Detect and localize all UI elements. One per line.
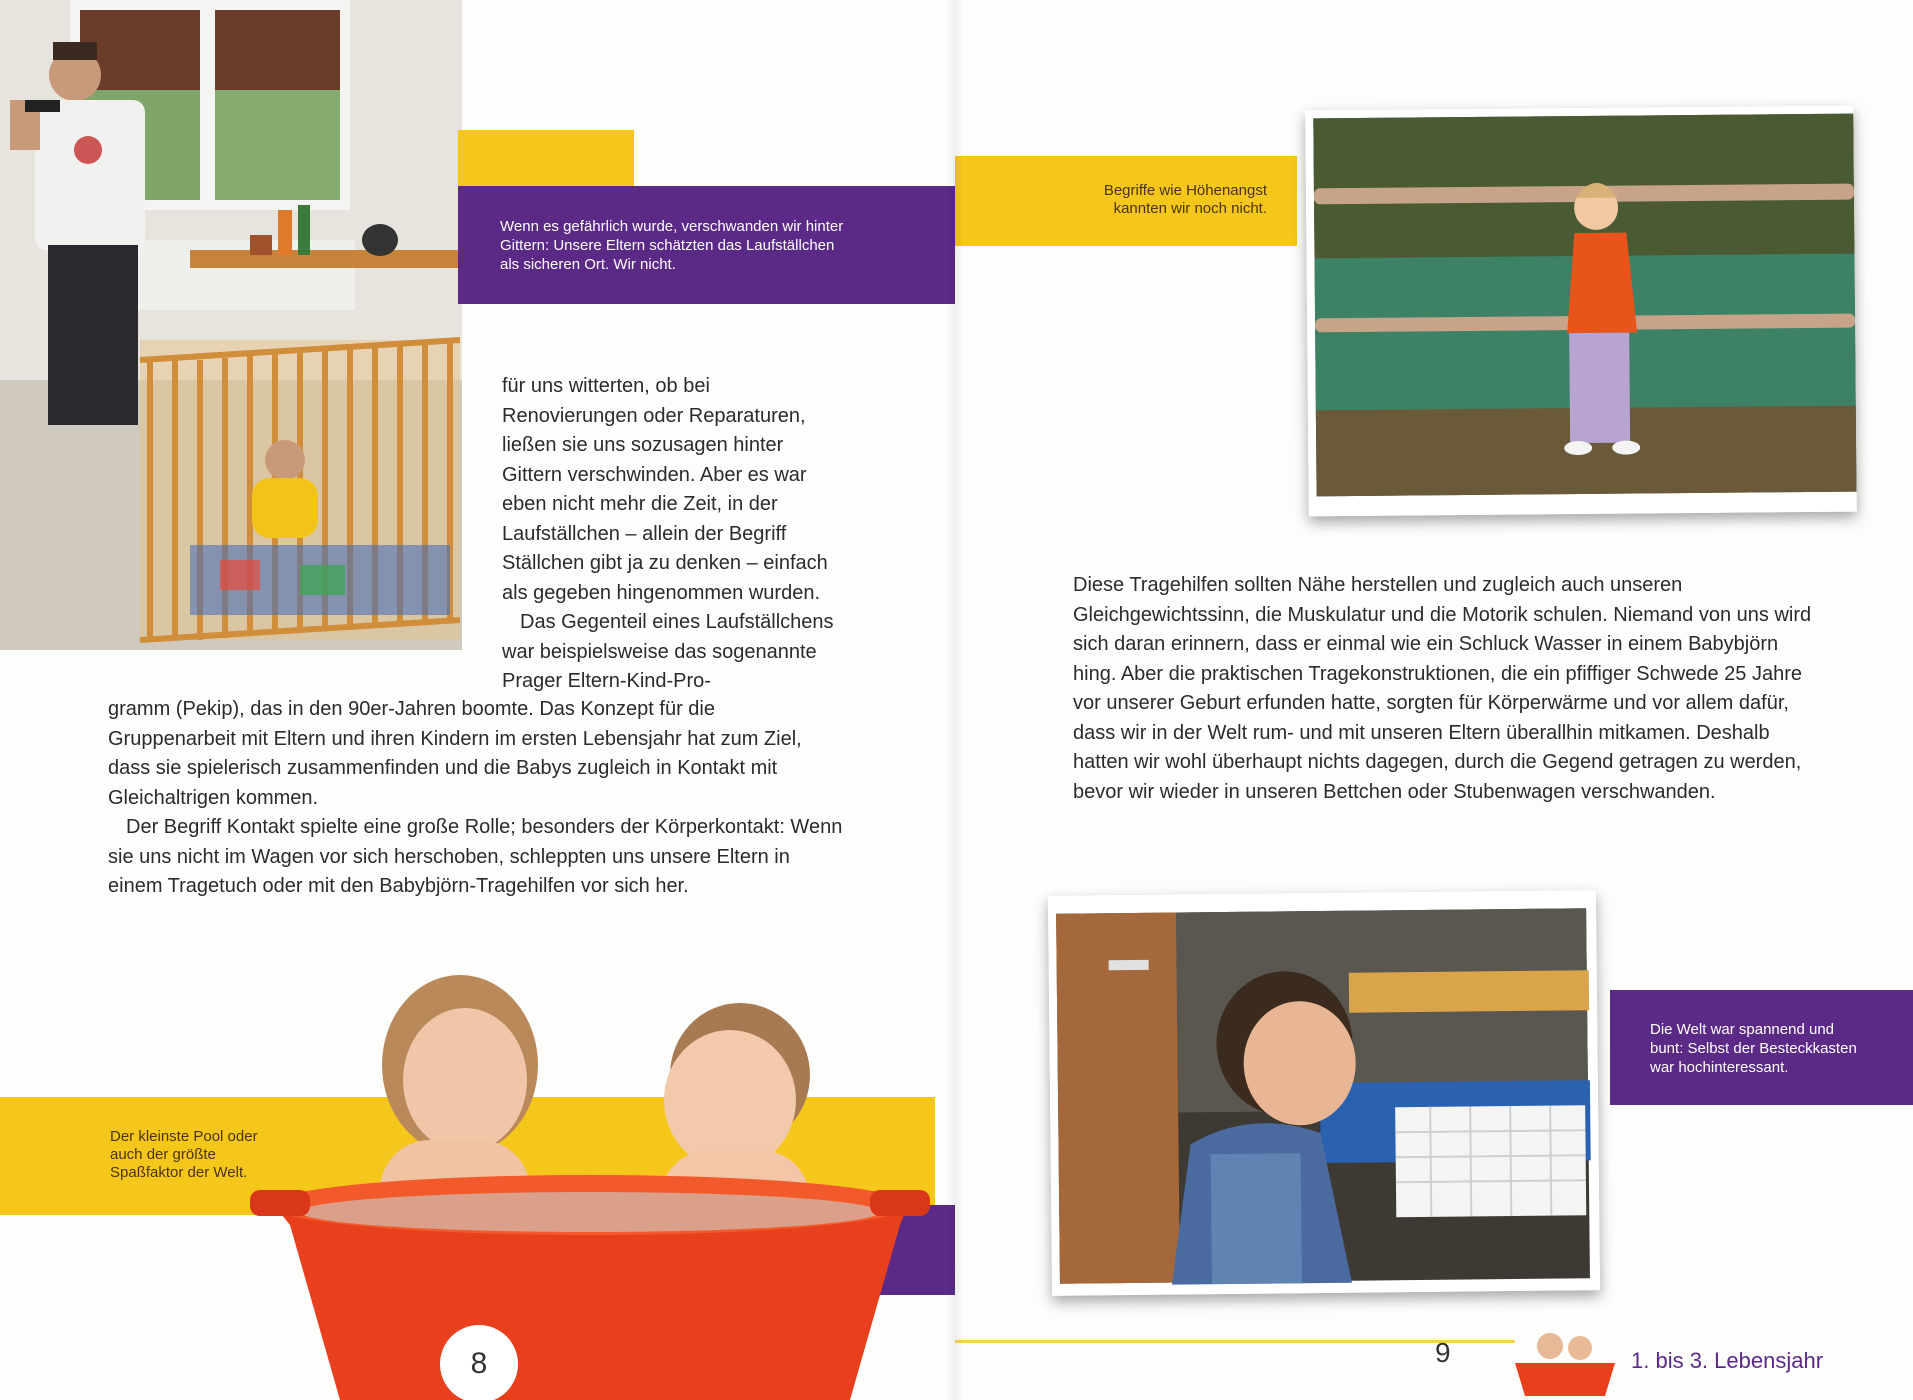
caption-playpen: Wenn es gefährlich wurde, verschwanden wir hinter Gittern: Unsere Eltern schätzten das Laufställchen als sicheren Ort. Wir nicht.	[500, 218, 844, 273]
photo-playpen-room	[0, 0, 462, 650]
paragraph-contact: Der Begriff Kontakt spielte eine große Rolle; besonders der Körperkontakt: Wenn sie uns nicht im Wagen vor sich herschoben, schleppten uns unsere Eltern in einem Tragetuch oder mit den Babybjörn-Tragehilfen vor sich her.	[108, 816, 843, 897]
body-text-right	[1073, 571, 1813, 807]
photo-child-kitchen	[1048, 890, 1600, 1296]
footer-rule	[955, 1340, 1515, 1343]
caption-band-top-right	[955, 156, 1297, 246]
body-text-narrow	[502, 372, 842, 697]
mini-tub-icon	[1510, 1318, 1620, 1398]
caption-band-right	[1610, 990, 1913, 1105]
book-gutter	[946, 0, 964, 1400]
paragraph-pekip-start: Das Gegenteil eines Laufställchens war beispielsweise das sogenannte Prager Eltern-Kind-Pro-	[502, 611, 834, 692]
caption-band-top-left	[458, 186, 955, 304]
girl-fence-illustration	[1305, 106, 1857, 517]
page-number-right: 9	[1435, 1337, 1451, 1368]
caption-pool: Der kleinste Pool oder auch der größte Spaßfaktor der Welt.	[110, 1128, 258, 1181]
left-page	[0, 0, 955, 1400]
page-number-left: 8	[470, 1347, 488, 1380]
paragraph-pekip: gramm (Pekip), das in den 90er-Jahren boomte. Das Konzept für die Gruppenarbeit mit Eltern und ihren Kindern im ersten Lebensjahr hat zum Ziel, dass sie spielerisch zusammenfinden und die Babys zugleich in Kontakt mit Gleichaltrigen kommen.	[108, 698, 802, 809]
page-number-circle-left	[440, 1325, 518, 1400]
right-page	[955, 0, 1913, 1400]
kids-in-tub-illustration	[250, 950, 930, 1400]
body-text-wide	[108, 695, 848, 902]
photo-girl-fence	[1305, 106, 1857, 517]
paragraph-renovation: für uns witterten, ob bei Renovierungen oder Reparaturen, ließen sie uns sozusagen hinter Gittern verschwinden. Aber es war eben nicht mehr die Zeit, in der Laufställchen – allein der Begriff Ställchen gibt ja zu denken – einfach als gegeben hingenommen wurden.	[502, 375, 828, 604]
yellow-accent-band-top	[458, 130, 634, 190]
running-head-chapter: 1. bis 3. Lebensjahr	[1631, 1348, 1824, 1373]
child-kitchen-illustration	[1048, 890, 1600, 1296]
caption-height: Begriffe wie Höhenangst kannten wir noch nicht.	[1103, 182, 1267, 217]
playpen-room-illustration	[0, 0, 462, 650]
paragraph-carriers: Diese Tragehilfen sollten Nähe herstellen und zugleich auch unseren Gleichgewichtssinn, die Muskulatur und die Motorik schulen. Niemand von uns wird sich daran erinnern, dass er einmal wie ein Schluck Wasser in einem Babybjörn hing. Aber die praktischen Tragekonstruktionen, die ein pfiffiger Schwede 25 Jahre vor unserer Geburt erfunden hatte, sorgten für Körperwärme und vor allem dafür, dass wir in der Welt rum- und mit unseren Eltern überallhin mitkamen. Deshalb hatten wir wohl überhaupt nichts dagegen, durch die Gegend getragen zu werden, bevor wir wieder in unseren Bettchen oder Stubenwagen verschwanden.	[1073, 574, 1812, 803]
caption-cutlery: Die Welt war spannend und bunt: Selbst der Besteckkasten war hochinteressant.	[1650, 1021, 1857, 1076]
